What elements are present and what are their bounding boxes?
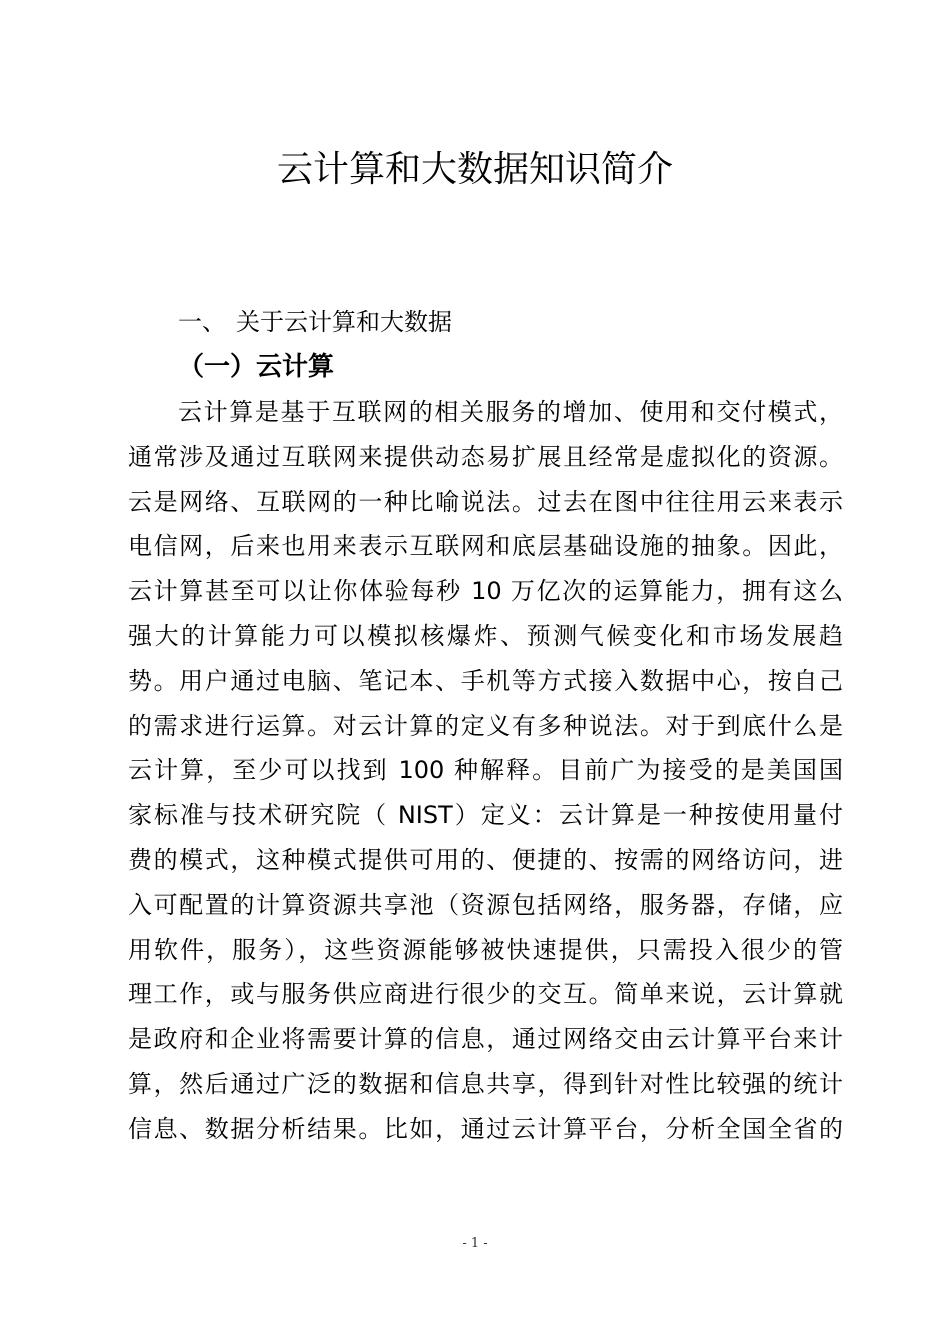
paragraph-line: 理工作，或与服务供应商进行很少的交互。简单来说，云计算就 — [128, 980, 843, 1009]
paragraph-line: 通常涉及通过互联网来提供动态易扩展且经常是虚拟化的资源。 — [128, 442, 843, 471]
paragraph-line: 的需求进行运算。对云计算的定义有多种说法。对于到底什么是 — [128, 711, 843, 740]
document-title: 云计算和大数据知识简介 — [276, 149, 673, 190]
paragraph-line: 费的模式，这种模式提供可用的、便捷的、按需的网络访问，进 — [128, 845, 843, 874]
paragraph-line: 云计算甚至可以让你体验每秒 10 万亿次的运算能力，拥有这么 — [128, 577, 843, 606]
paragraph-line: 势。用户通过电脑、笔记本、手机等方式接入数据中心，按自己 — [128, 666, 843, 695]
paragraph-line: 用软件，服务），这些资源能够被快速提供，只需投入很少的管 — [128, 935, 843, 964]
paragraph-line: 云计算，至少可以找到 100 种解释。目前广为接受的是美国国 — [128, 756, 843, 785]
section-title: 关于云计算和大数据 — [236, 308, 452, 336]
section-heading — [178, 306, 452, 338]
paragraph-line: 入可配置的计算资源共享池（资源包括网络，服务器，存储，应 — [128, 890, 843, 919]
paragraph-line: 信息、数据分析结果。比如，通过云计算平台，分析全国全省的 — [128, 1114, 843, 1143]
paragraph-line: 强大的计算能力可以模拟核爆炸、预测气候变化和市场发展趋 — [128, 621, 843, 650]
page-number: - 1 - — [462, 1236, 488, 1251]
paragraph-line: 云是网络、互联网的一种比喻说法。过去在图中往往用云来表示 — [128, 487, 843, 516]
body-paragraph — [128, 394, 843, 1156]
paragraph-line: 算，然后通过广泛的数据和信息共享，得到针对性比较强的统计 — [128, 1069, 843, 1098]
paragraph-line: 电信网，后来也用来表示互联网和底层基础设施的抽象。因此， — [128, 532, 843, 561]
paragraph-line: 是政府和企业将需要计算的信息，通过网络交由云计算平台来计 — [128, 1025, 843, 1054]
section-number: 一、 — [178, 308, 226, 336]
paragraph-line: 云计算是基于互联网的相关服务的增加、使用和交付模式， — [178, 398, 843, 426]
subsection-heading: （一）云计算 — [178, 352, 335, 382]
paragraph-line: 家标准与技术研究院（ NIST）定义：云计算是一种按使用量付 — [128, 801, 843, 830]
